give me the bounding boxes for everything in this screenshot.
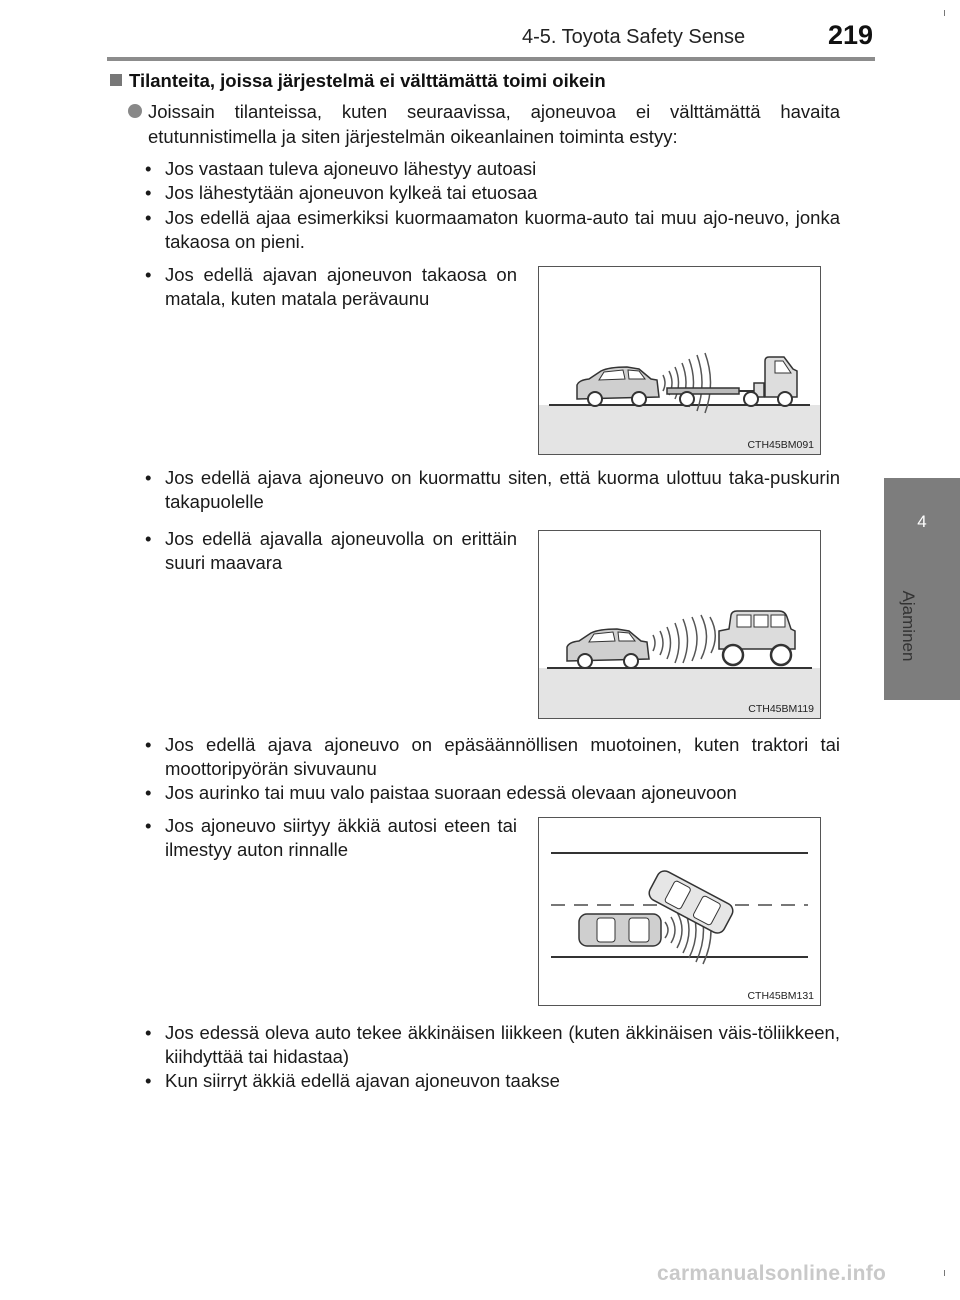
figure-code: CTH45BM091 (747, 439, 814, 451)
chapter-number: 4 (917, 512, 927, 531)
bullet-marker: • (145, 264, 152, 285)
bullet-marker: • (145, 182, 152, 203)
intro-text: Joissain tilanteissa, kuten seuraavissa, ajoneuvoa ei välttämättä havaita etutunnistimella ja siten järjestelmän oikeanlainen toiminta estyy: (148, 101, 840, 147)
list-item-text: Jos ajoneuvo siirtyy äkkiä autosi eteen tai ilmestyy auton rinnalle (165, 815, 517, 860)
bullet-marker: • (145, 734, 152, 755)
list-item-text: Kun siirryt äkkiä edellä ajavan ajoneuvon taakse (165, 1070, 560, 1091)
list-item (145, 206, 840, 254)
crop-tick (944, 1270, 945, 1276)
square-bullet-icon (110, 74, 122, 86)
bullet-marker: • (145, 815, 152, 836)
bullet-marker: • (145, 1022, 152, 1043)
high-clearance-illustration (539, 531, 820, 718)
bullet-marker: • (145, 467, 152, 488)
header-rule (107, 57, 875, 61)
list-item (145, 814, 517, 862)
bullet-marker: • (145, 1070, 152, 1091)
header-section-title: 4-5. Toyota Safety Sense (522, 26, 746, 48)
list-item-text: Jos edellä ajavan ajoneuvon takaosa on matala, kuten matala perävaunu (165, 264, 517, 309)
round-bullet-icon (128, 104, 142, 118)
list-item-text: Jos edellä ajava ajoneuvo on kuormattu siten, että kuorma ulottuu taka-puskurin takapuolelle (165, 467, 840, 512)
list-item-text: Jos edellä ajaa esimerkiksi kuormaamaton kuorma-auto tai muu ajo-neuvo, jonka takaosa on pieni. (165, 207, 840, 252)
figure-code: CTH45BM131 (747, 990, 814, 1002)
watermark: carmanualsonline.info (657, 1262, 887, 1285)
list-item (145, 1069, 840, 1093)
low-trailer-illustration (539, 267, 820, 454)
list-item-text: Jos lähestytään ajoneuvon kylkeä tai etuosaa (165, 182, 538, 203)
figure-cut-in (538, 817, 821, 1006)
section-heading-text: Tilanteita, joissa järjestelmä ei välttämättä toimi oikein (129, 70, 606, 91)
bullet-marker: • (145, 782, 152, 803)
figure-low-trailer (538, 266, 821, 455)
list-item (145, 157, 840, 181)
chapter-label-text: Ajaminen (899, 590, 918, 662)
figure-code: CTH45BM119 (748, 703, 814, 715)
list-item (145, 733, 840, 781)
list-item (145, 1021, 840, 1069)
list-item-text: Jos vastaan tuleva ajoneuvo lähestyy autoasi (165, 158, 537, 179)
bullet-marker: • (145, 528, 152, 549)
bullet-marker: • (145, 207, 152, 228)
list-item-text: Jos edessä oleva auto tekee äkkinäisen liikkeen (kuten äkkinäisen väis-töliikkeen, kiihdyttää tai hidastaa) (165, 1022, 840, 1067)
page-number: 219 (828, 20, 874, 50)
list-item (145, 781, 840, 805)
list-item (145, 466, 840, 514)
list-item (145, 181, 840, 205)
figure-high-clearance (538, 530, 821, 719)
chapter-label (888, 585, 928, 667)
cut-in-illustration (539, 818, 820, 1005)
list-item-text: Jos edellä ajavalla ajoneuvolla on erittäin suuri maavara (165, 528, 517, 573)
intro-paragraph (128, 99, 840, 149)
list-item (145, 527, 517, 575)
section-heading (110, 70, 606, 92)
crop-tick (944, 10, 945, 16)
list-item-text: Jos aurinko tai muu valo paistaa suoraan edessä olevaan ajoneuvoon (165, 782, 737, 803)
list-item-text: Jos edellä ajava ajoneuvo on epäsäännöllisen muotoinen, kuten traktori tai moottoripyörän sivuvaunu (165, 734, 840, 779)
bullet-marker: • (145, 158, 152, 179)
list-item (145, 263, 517, 311)
